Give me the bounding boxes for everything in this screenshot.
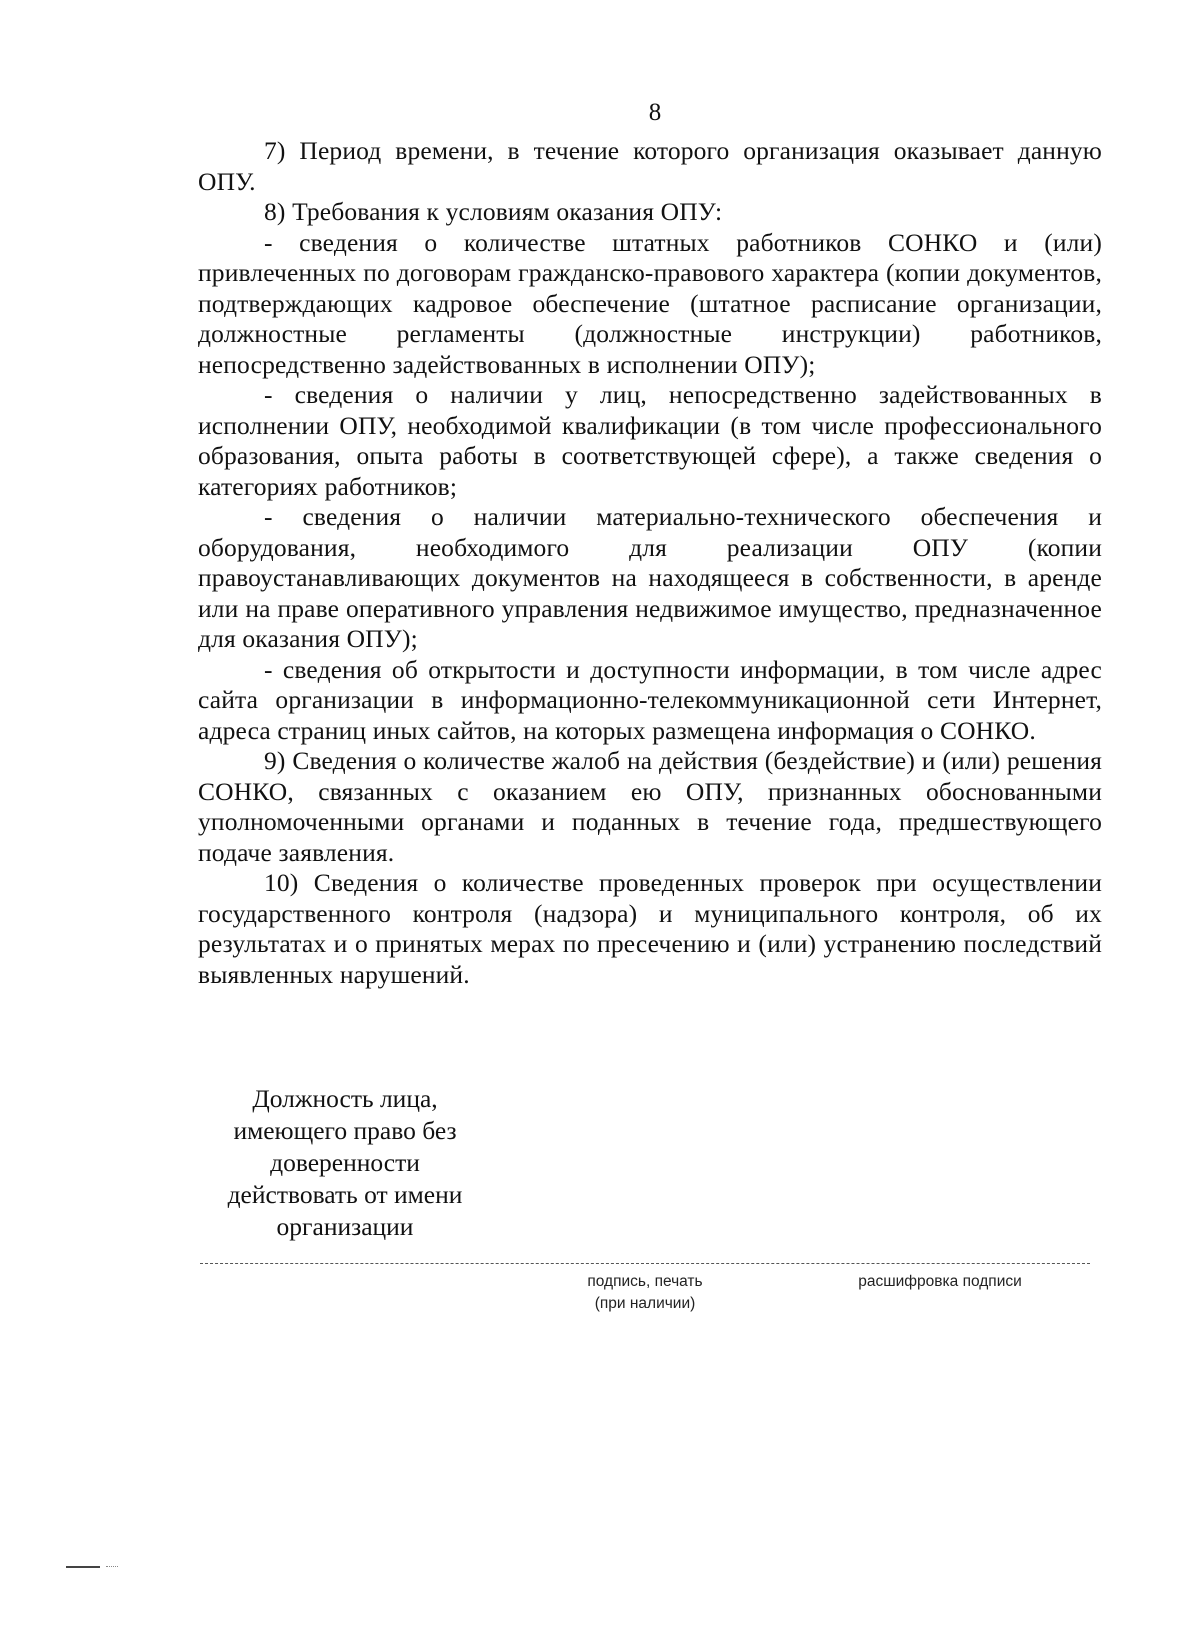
signature-stamp-label-line2: (при наличии) bbox=[594, 1295, 696, 1312]
signatory-position-line: Должность лица, bbox=[252, 1084, 438, 1113]
signature-line bbox=[200, 1263, 1090, 1264]
paragraph-period: 7) Период времени, в течение которого организация оказывает данную ОПУ. bbox=[198, 136, 1102, 196]
paragraph-staff-info: - сведения о количестве штатных работников СОНКО и (или) привлеченных по договорам гражданско-правового характера (копии документов, подтверждающих кадровое обеспечение (штатное расписание организации, должностные регламенты (должностные инструкции) работников, непосредственно задействованных в исполнении ОПУ); bbox=[198, 227, 1102, 379]
signatory-position-line: организации bbox=[276, 1212, 414, 1241]
paragraph-complaints: 9) Сведения о количестве жалоб на действия (бездействие) и (или) решения СОНКО, связанных с оказанием ею ОПУ, признанных обоснованными уполномоченными органами и поданных в течение года, предшествующего подаче заявления. bbox=[198, 746, 1102, 867]
signature-decode-label: расшифровка подписи bbox=[858, 1273, 1022, 1290]
signatory-position-line: имеющего право без bbox=[233, 1116, 457, 1145]
paragraph-requirements: 8) Требования к условиям оказания ОПУ: bbox=[264, 197, 723, 226]
document-body bbox=[198, 136, 1102, 990]
paragraph-openness-info: - сведения об открытости и доступности информации, в том числе адрес сайта организации в информационно-телекоммуникационной сети Интернет, адреса страниц иных сайтов, на которых размещена информация о СОНКО. bbox=[198, 654, 1102, 745]
page-number: 8 bbox=[648, 99, 662, 126]
signatory-position-line: доверенности bbox=[270, 1148, 420, 1177]
paragraph-inspections: 10) Сведения о количестве проведенных проверок при осуществлении государственного контроля (надзора) и муниципального контроля, об их результатах и о принятых мерах по пресечению и (или) устранению последствий выявленных нарушений. bbox=[198, 868, 1102, 989]
signature-stamp-label-line1: подпись, печать bbox=[587, 1273, 703, 1290]
scan-artifact-mark bbox=[66, 1566, 100, 1568]
signatory-position-line: действовать от имени bbox=[227, 1180, 463, 1209]
paragraph-qualification-info: - сведения о наличии у лиц, непосредственно задействованных в исполнении ОПУ, необходимой квалификации (в том числе профессионального образования, опыта работы в соответствующей сфере), а также сведения о категориях работников; bbox=[198, 380, 1102, 501]
paragraph-material-info: - сведения о наличии материально-технического обеспечения и оборудования, необходимого для реализации ОПУ (копии правоустанавливающих документов на находящееся в собственности, в аренде или на праве оперативного управления недвижимое имущество, предназначенное для оказания ОПУ); bbox=[198, 502, 1102, 653]
signatory-position bbox=[200, 1083, 490, 1243]
scan-artifact-mark bbox=[106, 1566, 118, 1567]
signature-stamp-label bbox=[545, 1271, 745, 1315]
